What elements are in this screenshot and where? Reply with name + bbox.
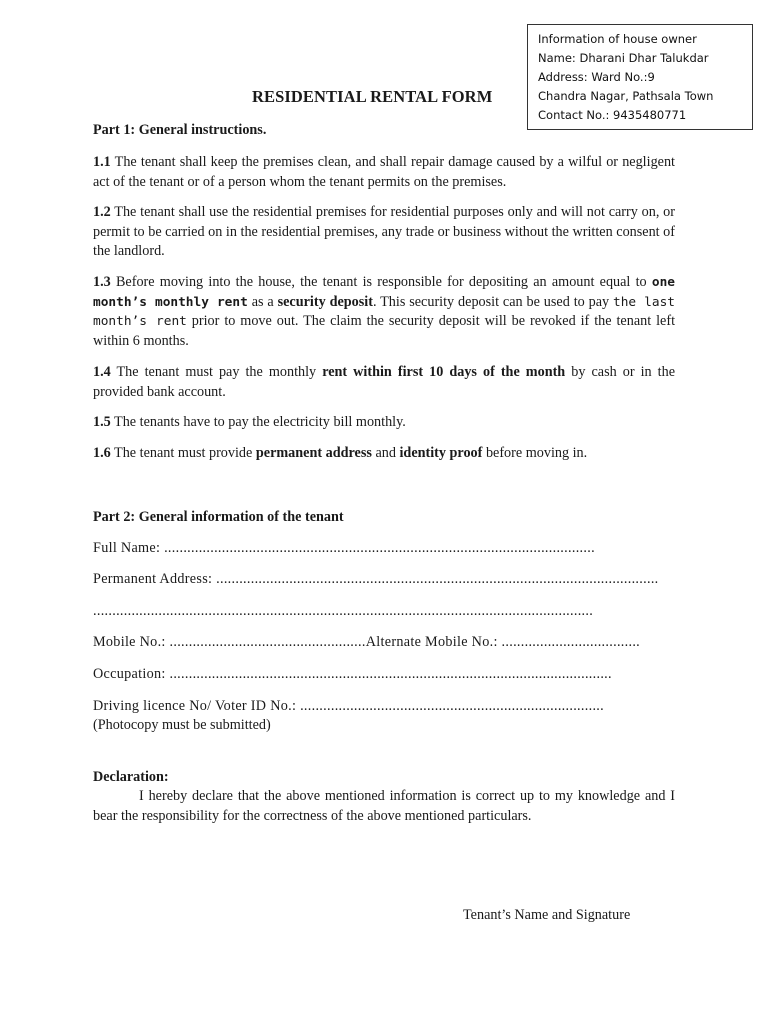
instruction-1-3 [93,273,675,351]
item-text: The tenants have to pay the electricity bill monthly. [110,414,406,430]
instruction-1-4 [93,363,675,402]
permanent-address-field[interactable]: Permanent Address: ................................................................................................................... [93,571,659,587]
occupation-field[interactable]: Occupation: ................................................................................................................... [93,666,612,682]
item-text: Before moving into the house, the tenant is responsible for depositing an amount equal to [110,274,652,290]
emphasis-rent-deadline: rent within first 10 days of the month [322,364,566,380]
owner-name: Name: Dharani Dhar Talukdar [538,51,709,65]
photocopy-note: (Photocopy must be submitted) [93,717,271,733]
emphasis-last-month-rent: the last month’s rent [93,294,675,329]
licence-voter-id-field[interactable]: Driving licence No/ Voter ID No.: ............................................................................... [93,698,604,714]
form-title: RESIDENTIAL RENTAL FORM [252,87,493,106]
part2-heading: Part 2: General information of the tenant [93,509,344,525]
alternate-mobile-field[interactable]: Alternate Mobile No.: .................................... [365,634,641,650]
permanent-address-continued-field[interactable]: .................................................................................................................................. [93,603,594,619]
instruction-1-6 [93,444,675,464]
instruction-1-5 [93,413,675,433]
instruction-1-1 [93,153,675,192]
item-number: 1.6 [93,445,111,461]
item-text: The tenant must pay the monthly [110,364,323,380]
item-number: 1.1 [93,154,111,170]
item-text: . This security deposit can be used to pay [372,293,614,310]
part1-heading: Part 1: General instructions. [93,122,267,138]
item-text: prior to move out. The claim the security deposit will be revoked if the tenant left within 6 months. [93,313,676,349]
emphasis-identity-proof: identity proof [399,445,483,461]
declaration-heading: Declaration: [93,769,169,785]
owner-contact: Contact No.: 9435480771 [538,108,687,122]
owner-address-line1: Address: Ward No.:9 [538,70,655,84]
tenant-signature-label: Tenant’s Name and Signature [463,907,631,923]
full-name-field[interactable]: Full Name: ................................................................................................................ [93,540,595,556]
emphasis-one-month-rent: one month’s monthly rent [93,275,675,310]
item-number: 1.3 [93,274,111,290]
emphasis-security-deposit: security deposit [277,293,373,310]
item-text: before moving in. [482,445,588,461]
mobile-field-line [93,633,640,653]
item-number: 1.4 [93,364,111,380]
declaration-text: I hereby declare that the above mentioned information is correct up to my knowledge and I bear the responsibility for the correctness of the above mentioned particulars. [93,788,675,824]
item-text: and [371,445,400,461]
instruction-1-2 [93,203,675,262]
mobile-field[interactable]: Mobile No.: ................................................... [93,634,366,650]
item-text: The tenant shall keep the premises clean, and shall repair damage caused by a wilful or negligent act of the tenant or of a person whom the tenant permits on the premises. [93,154,675,190]
item-number: 1.2 [93,204,111,220]
emphasis-permanent-address: permanent address [255,445,372,461]
item-text: The tenant must provide [110,445,256,461]
owner-address-line2: Chandra Nagar, Pathsala Town [538,89,714,103]
owner-info-title: Information of house owner [538,32,697,46]
item-text: as a [247,293,278,310]
owner-info-box [527,24,753,130]
item-number: 1.5 [93,414,111,430]
item-text: The tenant shall use the residential premises for residential purposes only and will not carry on, or permit to be carried on in the residential premises, any trade or business without the written consent of the landlord. [93,204,675,259]
item-text: by cash or in the provided bank account. [93,364,675,400]
